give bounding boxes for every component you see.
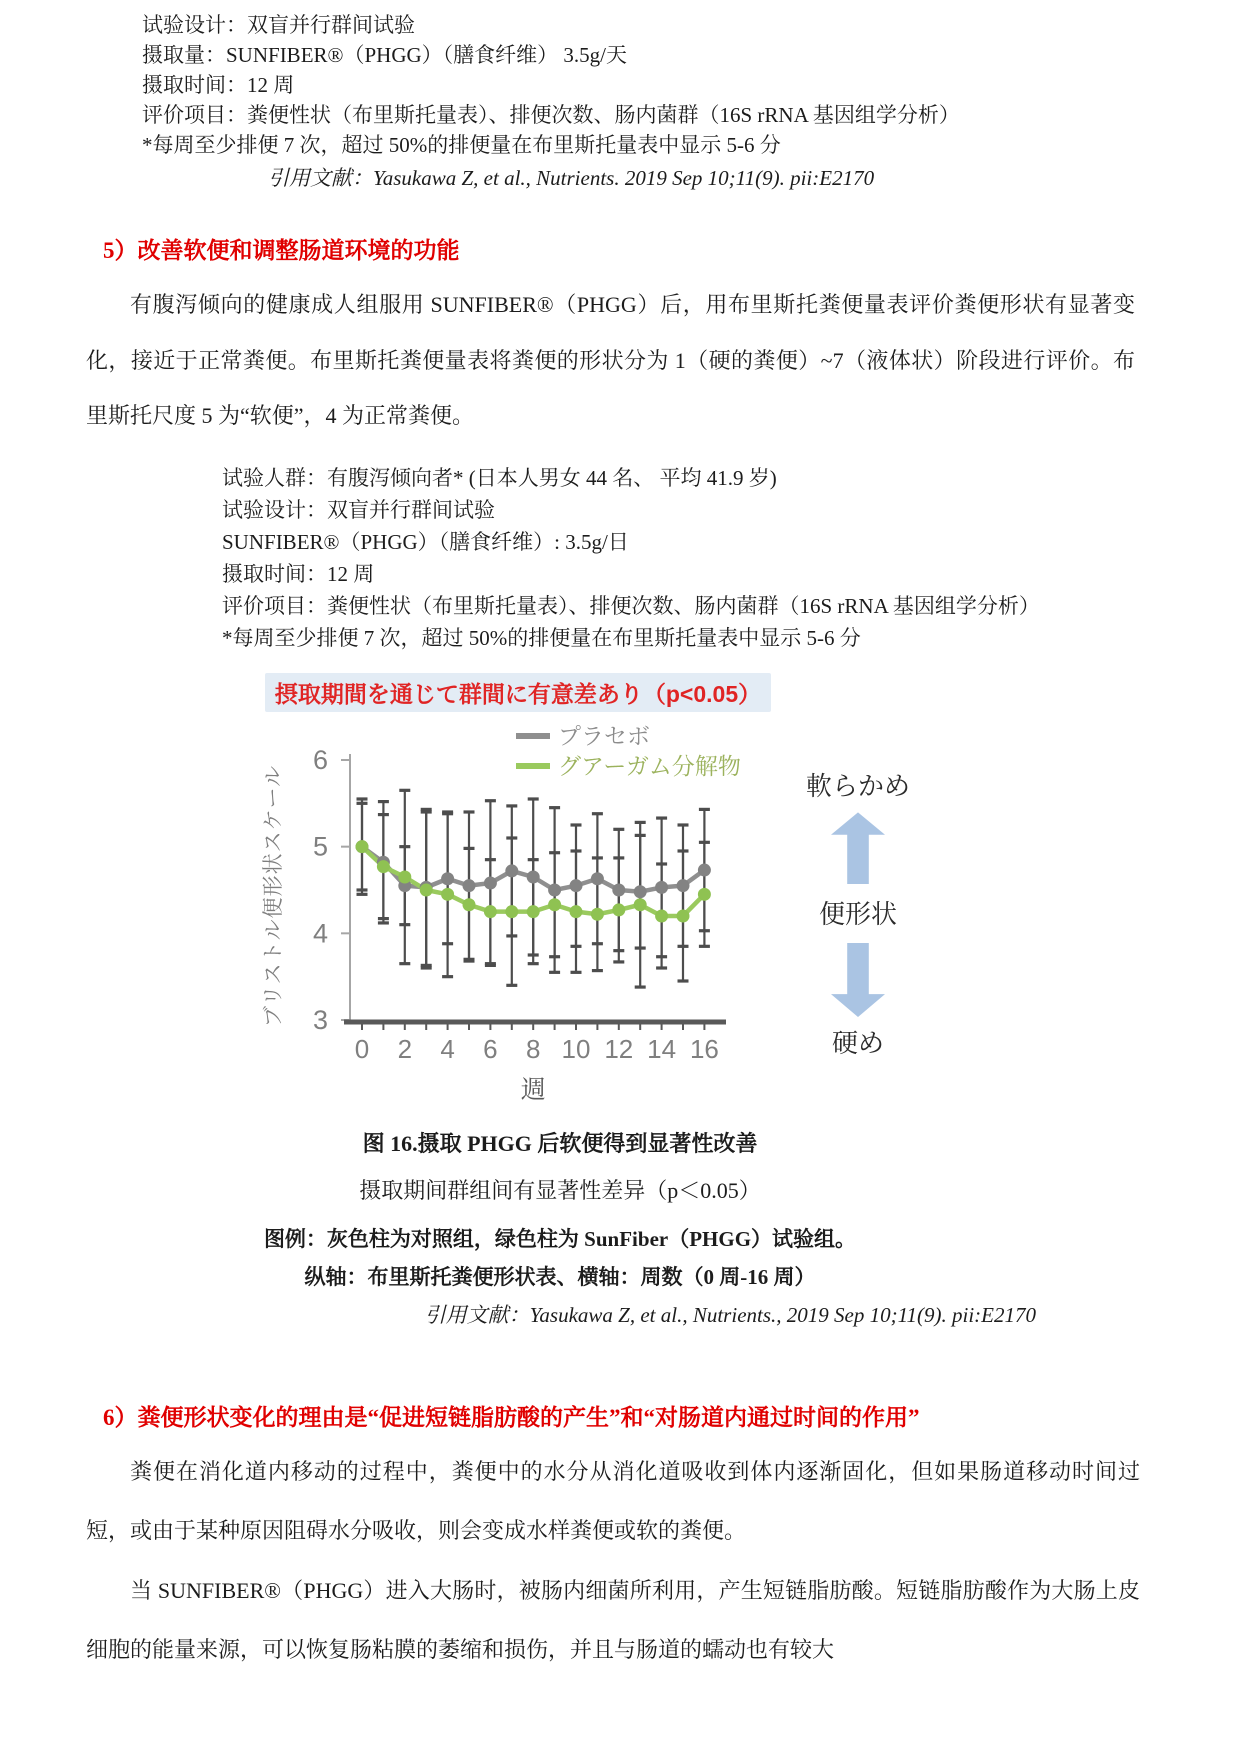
- study-line-dose: 摄取量：SUNFIBER®（PHGG）（膳食纤维） 3.5g/天: [142, 43, 627, 68]
- study-detail-block: [222, 463, 1240, 654]
- figure-legend-note: 图例：灰色柱为对照组，绿色柱为 SunFiber（PHGG）试验组。: [263, 1226, 857, 1251]
- section6-paragraph-1: 粪便在消化道内移动的过程中，粪便中的水分从消化道吸收到体内逐渐固化，但如果肠道移动时间过短，或由于某种原因阻碍水分吸收，则会变成水样粪便或软的粪便。: [86, 1458, 1140, 1544]
- down-arrow-icon: [831, 943, 885, 1017]
- svg-text:5: 5: [312, 831, 328, 862]
- study2-line-duration: 摄取时间：12 周: [222, 562, 375, 587]
- svg-text:4: 4: [312, 918, 328, 949]
- svg-text:10: 10: [561, 1033, 591, 1064]
- citation-figure: 引用文献：Yasukawa Z, et al., Nutrients., 2019 Sep 10;11(9). pii:E2170: [424, 1302, 1036, 1327]
- chart-title: [258, 673, 778, 712]
- svg-text:ブリストル便形状スケール: ブリストル便形状スケール: [262, 764, 285, 1027]
- stool-shape-label: 便形状: [818, 899, 897, 930]
- svg-text:6: 6: [312, 744, 328, 775]
- svg-text:8: 8: [525, 1033, 541, 1064]
- softer-label: 軟らかめ: [805, 770, 910, 801]
- harder-label: 硬め: [831, 1028, 884, 1059]
- svg-text:6: 6: [483, 1033, 498, 1064]
- figure-captions: [0, 1127, 1120, 1329]
- study-summary-block: [142, 10, 1240, 160]
- study-line-duration: 摄取时间：12 周: [142, 73, 295, 98]
- study-line-footnote: *每周至少排便 7 次，超过 50%的排便量在布里斯托量表中显示 5-6 分: [142, 133, 781, 158]
- study2-line-footnote: *每周至少排便 7 次，超过 50%的排便量在布里斯托量表中显示 5-6 分: [222, 625, 861, 650]
- study-line-endpoints: 评价项目：粪便性状（布里斯托量表）、排便次数、肠内菌群（16S rRNA 基因组学分析）: [142, 103, 960, 128]
- section6-heading: 6）粪便形状变化的理由是“促进短链脂肪酸的产生”和“对肠道内通过时间的作用”: [103, 1404, 920, 1430]
- section5-heading: 5）改善软便和调整肠道环境的功能: [103, 238, 460, 264]
- study2-line-endpoints: 评价项目：粪便性状（布里斯托量表）、排便次数、肠内菌群（16S rRNA 基因组学分析）: [222, 594, 1040, 619]
- svg-text:2: 2: [397, 1033, 413, 1064]
- svg-text:4: 4: [440, 1033, 455, 1064]
- figure-caption-title: 图 16.摄取 PHGG 后软便得到显著性改善: [362, 1130, 758, 1156]
- svg-text:0: 0: [354, 1033, 370, 1064]
- figure-caption-significance: 摄取期间群组间有显著性差异（p＜0.05）: [359, 1177, 761, 1203]
- svg-text:グアーガム分解物: グアーガム分解物: [558, 752, 741, 779]
- citation-top: 引用文献：Yasukawa Z, et al., Nutrients. 2019 Sep 10;11(9). pii:E2170: [268, 166, 875, 191]
- svg-text:週: 週: [520, 1075, 546, 1104]
- stool-shape-annotation: [778, 716, 938, 1058]
- svg-text:プラセボ: プラセボ: [558, 722, 650, 749]
- section5-paragraph: 有腹泻倾向的健康成人组服用 SUNFIBER®（PHGG）后，用布里斯托粪便量表评价粪便形状有显著变化，接近于正常粪便。布里斯托粪便量表将粪便的形状分为 1（硬的粪便）~7（液体状）阶段进行评价。布里斯托尺度 5 为“软便”，4 为正常粪便。: [86, 292, 1135, 428]
- study2-line-design: 试验设计：双盲并行群间试验: [222, 498, 495, 523]
- study-line-design: 试验设计：双盲并行群间试验: [142, 13, 415, 37]
- up-arrow-icon: [831, 812, 885, 884]
- svg-text:3: 3: [312, 1004, 328, 1035]
- study2-line-dose: SUNFIBER®（PHGG）（膳食纤维）: 3.5g/日: [222, 530, 629, 555]
- study2-line-population: 试验人群：有腹泻倾向者* (日本人男女 44 名、 平均 41.9 岁): [222, 466, 777, 491]
- figure-axis-note: 纵轴：布里斯托粪便形状表、横轴：周数（0 周-16 周）: [304, 1264, 816, 1289]
- bristol-scale-chart-svg: [258, 716, 778, 1111]
- figure-16-chart: [258, 673, 938, 1111]
- chart-title-text: 摂取期間を通じて群間に有意差あり（p<0.05）: [265, 673, 771, 712]
- chart-row: [258, 716, 938, 1111]
- svg-text:12: 12: [604, 1033, 634, 1064]
- svg-text:16: 16: [689, 1033, 719, 1064]
- section6-paragraph-2: 当 SUNFIBER®（PHGG）进入大肠时，被肠内细菌所利用，产生短链脂肪酸。短链脂肪酸作为大肠上皮细胞的能量来源，可以恢复肠粘膜的萎缩和损伤，并且与肠道的蠕动也有较大: [86, 1577, 1140, 1662]
- svg-text:14: 14: [647, 1033, 677, 1064]
